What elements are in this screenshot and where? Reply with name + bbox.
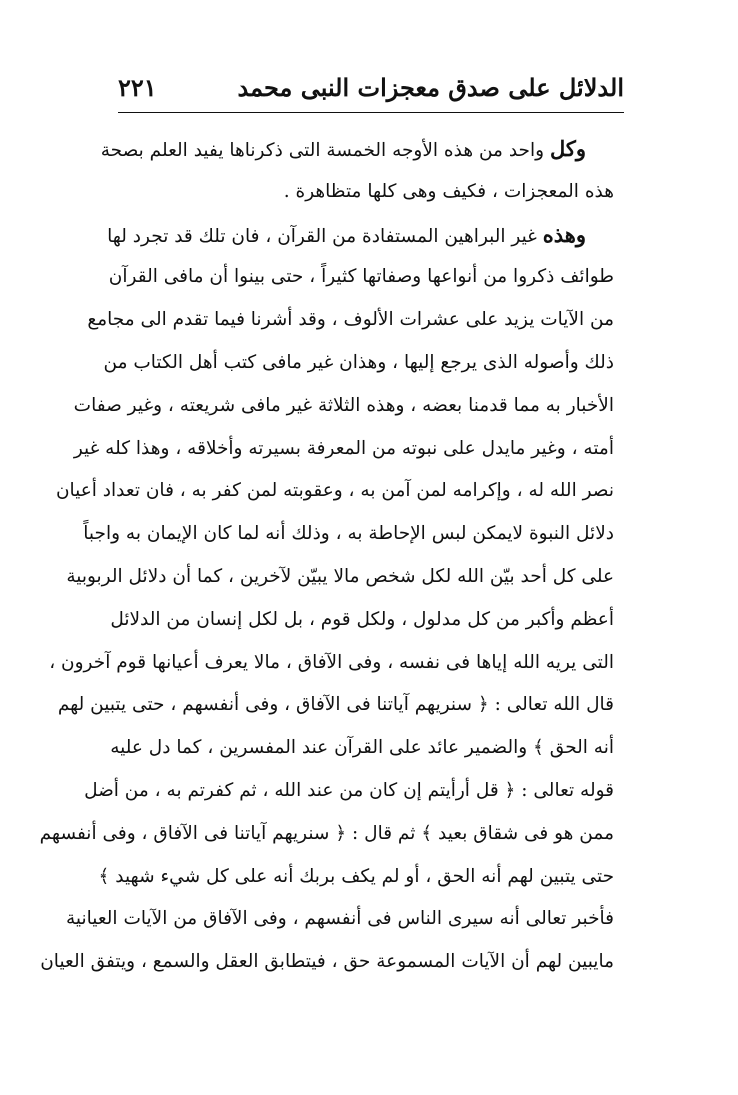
text-line: أنه الحق ﴾ والضمير عائد على القرآن عند المفسرين ، كما دل عليه (110, 737, 614, 759)
text-line (100, 128, 614, 171)
text-line: من الآيات يزيد على عشرات الألوف ، وقد أشرنا فيما تقدم الى مجامع (87, 309, 614, 331)
text-line: أعظم وأكبر من كل مدلول ، ولكل قوم ، بل لكل إنسان من الدلائل (110, 608, 614, 630)
text-line: ذلك وأصوله الذى يرجع إليها ، وهذان غير مافى كتب أهل الكتاب من (103, 351, 614, 373)
text-line: الأخبار به مما قدمنا بعضه ، وهذه الثلاثة غير مافى شريعته ، وغير صفات (73, 394, 614, 416)
running-title: الدلائل على صدق معجزات النبى محمد (237, 73, 624, 102)
text-line: ممن هو فى شقاق بعيد ﴾ ثم قال : ﴿ سنريهم آياتنا فى الآفاق ، وفى أنفسهم (39, 822, 614, 844)
text-line: على كل أحد بيّن الله لكل شخص مالا يبيّن لآخرين ، كما أن دلائل الربوبية (66, 565, 614, 587)
paragraph-lead-word: وهذه (542, 221, 586, 247)
text-line: طوائف ذكروا من أنواعها وصفاتها كثيراً ، حتى بينوا أن مافى القرآن (108, 266, 614, 288)
body-text (39, 128, 614, 1028)
text-line: قال الله تعالى : ﴿ سنريهم آياتنا فى الآفاق ، وفى أنفسهم ، حتى يتبين لهم (57, 694, 614, 716)
text-line: مايبين لهم أن الآيات المسموعة حق ، فيتطابق العقل والسمع ، ويتفق العيان (40, 951, 614, 973)
text-line: التى يريه الله إياها فى نفسه ، وفى الآفاق ، مالا يعرف أعيانها قوم آخرون ، (49, 651, 614, 673)
line-text: هذه المعجزات ، فكيف وهى كلها متظاهرة . (283, 180, 614, 202)
header-rule (118, 112, 624, 113)
page-number: ٢٢١ (118, 73, 157, 102)
text-line: حتى يتبين لهم أنه الحق ، أو لم يكف بربك أنه على كل شيء شهيد ﴾ (98, 865, 614, 887)
line-text: واحد من هذه الأوجه الخمسة التى ذكرناها يفيد العلم بصحة (100, 140, 550, 161)
paragraph-lead-word: وكل (549, 136, 586, 161)
text-line: فأخبر تعالى أنه سيرى الناس فى أنفسهم ، وفى الآفاق من الآيات العيانية (66, 908, 614, 930)
text-line (122, 171, 614, 214)
text-line: نصر الله له ، وإكرامه لمن آمن به ، وعقوبته لمن كفر به ، فان تعداد أعيان (55, 480, 614, 502)
text-line: أمته ، وغير مايدل على نبوته من المعرفة بسيرته وأخلاقه ، وهذا كله غير (73, 437, 614, 459)
page-header (118, 68, 624, 108)
text-line: قوله تعالى : ﴿ قل أرأيتم إن كان من عند الله ، ثم كفرتم به ، من أضل (84, 779, 614, 801)
text-line: دلائل النبوة لايمكن لبس الإحاطة به ، وذلك أنه لما كان الإيمان به واجباً (83, 523, 614, 545)
line-text: غير البراهين المستفادة من القرآن ، فان تلك قد تجرد لها (107, 225, 543, 247)
text-line (107, 214, 614, 257)
